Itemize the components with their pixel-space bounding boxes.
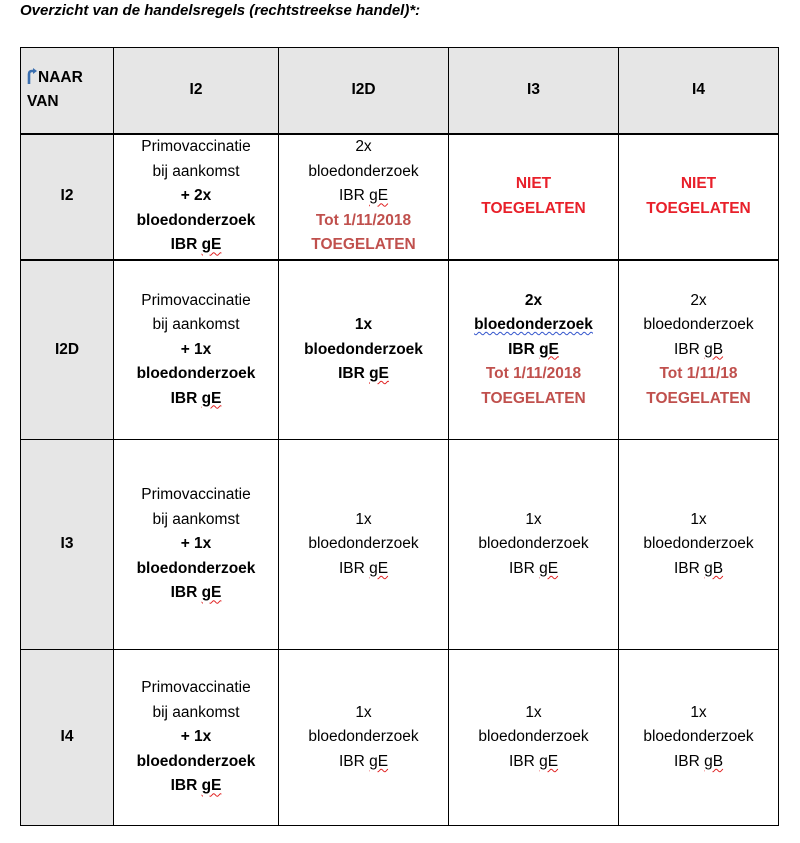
cell-line: Primovaccinatie	[141, 486, 251, 504]
cell-line: + 1x	[180, 728, 212, 746]
table-row	[21, 650, 779, 826]
cell-line: 2x	[355, 138, 372, 156]
cell-line: IBR gE	[338, 187, 389, 205]
table-row	[21, 134, 779, 260]
table-header-row	[21, 48, 779, 134]
rule-cell	[279, 440, 449, 650]
cell-line: TOEGELATEN	[646, 199, 751, 217]
rule-cell	[114, 260, 279, 440]
cell-line: bloedonderzoek	[474, 316, 593, 333]
rule-cell	[619, 134, 779, 260]
column-header: I2	[114, 48, 279, 134]
cell-line: bloedonderzoek	[643, 535, 754, 553]
cell-line: TOEGELATEN	[646, 389, 751, 407]
cell-line: IBR gE	[338, 559, 389, 577]
row-header: I2D	[21, 260, 114, 440]
rule-cell	[449, 440, 619, 650]
cell-line: IBR gE	[508, 752, 559, 770]
rule-cell	[279, 260, 449, 440]
cell-line: 1x	[354, 316, 373, 333]
cell-line: bloedonderzoek	[643, 728, 754, 746]
cell-line: bij aankomst	[152, 703, 240, 721]
corner-cell	[21, 48, 114, 134]
cell-line: IBR gE	[170, 236, 222, 254]
cell-line: Tot 1/11/2018	[315, 211, 412, 229]
rule-cell	[279, 134, 449, 260]
rule-cell	[449, 260, 619, 440]
cell-line: Primovaccinatie	[141, 138, 251, 156]
trade-rules-table	[20, 47, 779, 826]
cell-line: NIET	[515, 175, 552, 192]
cell-line: TOEGELATEN	[481, 199, 586, 217]
cell-line: bloedonderzoek	[308, 162, 419, 180]
cell-line: bloedonderzoek	[643, 316, 754, 333]
cell-line: bij aankomst	[152, 162, 240, 180]
cell-line: Tot 1/11/18	[659, 365, 738, 382]
page-title: Overzicht van de handelsregels (rechtstreekse handel)*:	[20, 2, 421, 19]
cell-line: bloedonderzoek	[136, 752, 256, 770]
rule-cell	[619, 650, 779, 826]
cell-line: IBR gE	[170, 584, 222, 602]
cell-line: 1x	[690, 510, 707, 528]
cell-line: bloedonderzoek	[478, 728, 589, 746]
cell-line: TOEGELATEN	[481, 389, 586, 407]
cell-line: 2x	[524, 291, 543, 309]
row-header: I2	[21, 134, 114, 260]
corner-to-label: NAAR	[38, 68, 83, 86]
cell-line: bij aankomst	[152, 510, 240, 528]
cell-line: 1x	[690, 703, 707, 721]
cell-line: Primovaccinatie	[141, 291, 251, 309]
rule-cell	[449, 134, 619, 260]
cell-line: IBR gE	[338, 752, 389, 770]
cell-line: IBR gB	[673, 340, 724, 358]
cell-line: NIET	[680, 175, 717, 192]
cell-line: bloedonderzoek	[308, 728, 419, 746]
rule-cell	[449, 650, 619, 826]
rule-cell	[619, 440, 779, 650]
rule-cell	[114, 134, 279, 260]
cell-line: IBR gE	[170, 389, 222, 407]
turn-arrow-icon	[27, 68, 37, 84]
rule-cell	[619, 260, 779, 440]
table-row	[21, 440, 779, 650]
cell-line: + 1x	[180, 535, 212, 553]
row-header: I4	[21, 650, 114, 826]
cell-line: Primovaccinatie	[141, 679, 251, 697]
cell-line: 2x	[690, 291, 707, 309]
cell-line: bloedonderzoek	[304, 340, 423, 358]
cell-line: 1x	[355, 703, 372, 721]
column-header: I2D	[279, 48, 449, 134]
row-header: I3	[21, 440, 114, 650]
rule-cell	[279, 650, 449, 826]
cell-line: IBR gB	[673, 559, 724, 577]
cell-line: Tot 1/11/2018	[485, 365, 582, 382]
cell-line: IBR gB	[673, 752, 724, 770]
cell-line: bloedonderzoek	[136, 211, 256, 229]
cell-line: bloedonderzoek	[136, 365, 256, 382]
cell-line: bloedonderzoek	[478, 535, 589, 553]
cell-line: IBR gE	[508, 340, 559, 358]
cell-line: 1x	[525, 510, 542, 528]
cell-line: + 2x	[180, 187, 212, 205]
column-header: I3	[449, 48, 619, 134]
column-header: I4	[619, 48, 779, 134]
cell-line: TOEGELATEN	[311, 236, 416, 254]
cell-line: IBR gE	[170, 777, 222, 795]
rule-cell	[114, 440, 279, 650]
cell-line: 1x	[525, 703, 542, 721]
cell-line: bloedonderzoek	[308, 535, 419, 553]
table-row	[21, 260, 779, 440]
cell-line: 1x	[355, 510, 372, 528]
corner-from-label: VAN	[27, 93, 59, 111]
cell-line: + 1x	[180, 340, 212, 358]
cell-line: IBR gE	[508, 559, 559, 577]
cell-line: bij aankomst	[152, 316, 240, 333]
rule-cell	[114, 650, 279, 826]
cell-line: IBR gE	[338, 365, 389, 382]
cell-line: bloedonderzoek	[136, 559, 256, 577]
